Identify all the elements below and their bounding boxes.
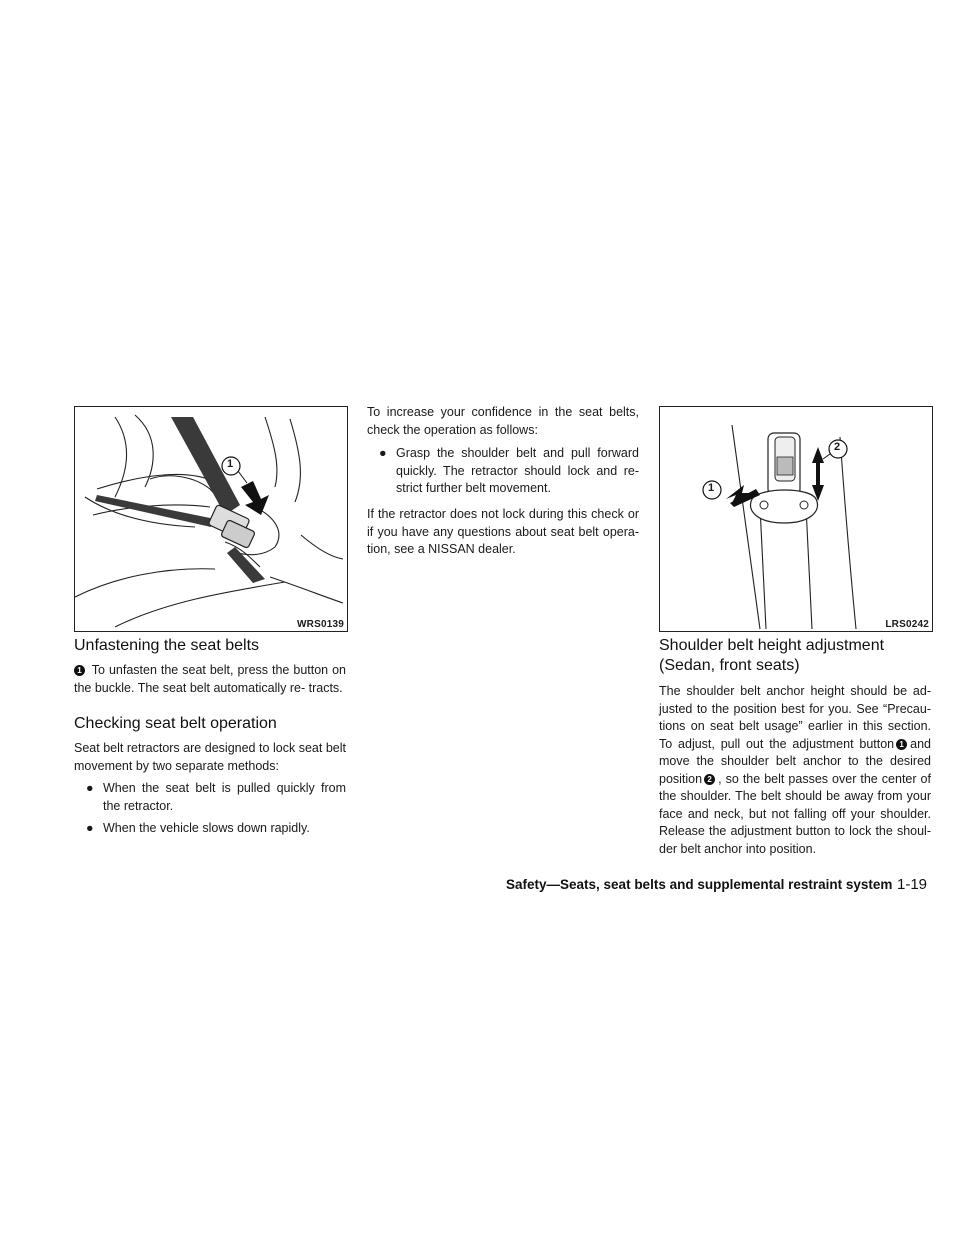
figure-unfastening-seat-belt	[74, 406, 348, 632]
list-item: ● When the vehicle slows down rapidly.	[86, 820, 346, 838]
heading-unfastening: Unfastening the seat belts	[74, 637, 260, 654]
shoulder-belt-anchor-illustration	[660, 407, 932, 631]
seat-belt-buckle-illustration	[75, 407, 347, 631]
figure-callout-1: 1	[708, 482, 715, 494]
shoulder-belt-instructions: The shoulder belt anchor height should be ad- justed to the position best for you. See “Precau- tions on seat belt usage” earlier in this section. To adjust, pull out the adjustment button 1 and move the shoulder belt anchor to the desired position 2 , so the belt passes over the center of the shoulder. The belt should be away from your face and neck, but not falling off your shoulder. Release the adjustment button to lock the shoul- der belt anchor into position.	[659, 684, 931, 856]
figure-code: WRS0139	[297, 619, 344, 630]
list-item: ● When the seat belt is pulled quickly from the retractor.	[86, 781, 346, 813]
figure-callout-1: 1	[227, 458, 234, 470]
bullet-icon: ●	[379, 446, 387, 460]
footer-section-title: Safety—Seats, seat belts and supplemental restraint system	[506, 877, 893, 892]
confidence-intro: To increase your confidence in the seat belts, check the operation as follows:	[367, 405, 639, 437]
page-number: 1-19	[897, 876, 928, 893]
checking-intro: Seat belt retractors are designed to lock seat belt movement by two separate methods:	[74, 741, 346, 773]
confidence-followup: If the retractor does not lock during this check or if you have any questions about seat belt opera- tion, see a NISSAN dealer.	[367, 507, 639, 556]
unfasten-instruction: 1 To unfasten the seat belt, press the button on the buckle. The seat belt automatically re- tracts.	[74, 663, 347, 695]
callout-marker-2: 2	[704, 774, 715, 785]
list-item: ● Grasp the shoulder belt and pull forward quickly. The retractor should lock and re- strict further belt movement.	[379, 446, 639, 495]
callout-marker-1: 1	[74, 665, 85, 676]
callout-marker-1: 1	[896, 739, 907, 750]
heading-shoulder-belt: Shoulder belt height adjustment (Sedan, front seats)	[659, 637, 885, 674]
figure-shoulder-belt-adjustment	[659, 406, 933, 632]
bullet-icon: ●	[86, 781, 94, 795]
heading-checking: Checking seat belt operation	[74, 715, 277, 732]
figure-callout-2: 2	[834, 441, 841, 453]
figure-code: LRS0242	[885, 619, 929, 630]
bullet-icon: ●	[86, 821, 94, 835]
